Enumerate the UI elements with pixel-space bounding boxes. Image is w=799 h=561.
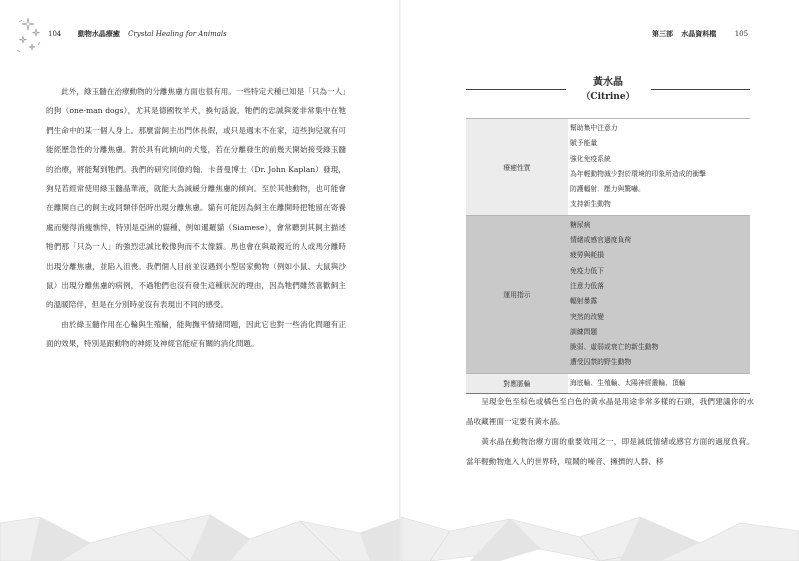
table-row-healing bbox=[466, 119, 750, 216]
list-item: 強化免疫系統 bbox=[570, 154, 611, 163]
row-values-indications bbox=[568, 215, 750, 373]
list-item: 脆弱、虛弱或衰亡的新生動物 bbox=[570, 343, 659, 352]
row-label-indications: 運用指示 bbox=[466, 215, 568, 373]
right-section-label: 第三部 bbox=[652, 30, 673, 38]
table-row-indications bbox=[466, 215, 750, 373]
list-item: 糖尿病 bbox=[570, 220, 591, 229]
row-values-healing bbox=[568, 119, 750, 216]
list-item: 防護輻射．壓力與驚嚇。 bbox=[570, 185, 645, 194]
left-paragraph-1: 此外，綠玉髓在治療動物的分離焦慮方面也很有用。一些特定犬種已知是「只為一人」的狗（one-man dogs），尤其是德國牧羊犬，換句話說，牠們的忠誠與愛非常集中在牠們生命中的某一個人身上。那麼當飼主出門休長假，或只是週末不在家，這些狗兒就有可能經歷急性的分離焦慮。對於具有此傾向的犬隻，若在分離發生的前幾天開始接受綠玉髓的治療，將能幫到牠們。我們的研究同僚約翰．卡普曼博士（Dr. John Kaplan）發現，狗兒若經常使用綠玉髓晶華液，就能大為減緩分離焦慮的傾向。至於其他動物，也可能會在離開自己的飼主或同類伴侶時出現分離焦慮。貓有可能因為飼主在離開時把牠留在寄養處而變得消瘦憔悴，特別是亞洲的貓種，例如暹羅貓（Siamese），會常聽到其飼主描述牠們那「只為一人」的強烈忠誠比較像狗而不太像貓。馬也會在與最親近的人或馬分離時出現分離焦慮，並陷入沮喪。我們個人目前並沒遇到小型居家動物（例如小鼠、大鼠與沙鼠）出現分離焦慮的病例，不過牠們也沒有發生這種狀況的理由，因為牠們雖然喜歡飼主的溫暖陪伴，但是在分別時並沒有表現出不同的感受。 bbox=[46, 87, 346, 310]
list-item: 賦予能量 bbox=[570, 139, 598, 148]
table-row-chakras bbox=[466, 373, 750, 393]
sparkle-stars-icon bbox=[14, 14, 44, 58]
right-body bbox=[466, 392, 754, 472]
list-item: 為年輕動物減少對於環境的印象所造成的衝擊 bbox=[570, 169, 706, 178]
crystal-name-en: （Citrine） bbox=[581, 92, 635, 102]
left-body bbox=[46, 82, 346, 354]
left-paragraph-2: 由於綠玉髓作用在心輪與生殖輪，能夠撫平情緒問題，因此它也對一些消化問題有正面的效果，特別是跟動物的神經及神經官能症有關的消化問題。 bbox=[46, 319, 346, 349]
right-page-number: 105 bbox=[734, 30, 749, 38]
row-label-chakras: 對應脈輪 bbox=[466, 373, 568, 393]
list-item: 訓練問題 bbox=[570, 327, 598, 336]
list-item: 遭受囚禁的野生動物 bbox=[570, 358, 632, 367]
crystal-name: 黃水晶 bbox=[593, 77, 623, 88]
list-item: 突然的改變 bbox=[570, 312, 604, 321]
list-item: 支持新生動物 bbox=[570, 200, 611, 209]
left-page-number: 104 bbox=[48, 30, 62, 38]
list-item: 免疫力低下 bbox=[570, 266, 604, 275]
crystal-properties-table bbox=[466, 118, 750, 394]
row-values-chakras bbox=[568, 373, 750, 393]
right-paragraph-1: 呈現金色至棕色或橘色至白色的黃水晶是用途非常多樣的石頭，我們建議你的水晶收藏裡面一定要有黃水晶。 bbox=[466, 397, 754, 426]
crystal-title bbox=[465, 76, 751, 104]
row-label-healing: 療癒性質 bbox=[466, 119, 568, 216]
left-running-header bbox=[48, 29, 227, 39]
right-paragraph-2: 黃水晶在動物治療方面的重要效用之一，即是減低情緒或感官方面的過度負荷。當年輕動物進入人的世界時，喧鬧的噪音、擁擠的人群、移 bbox=[466, 437, 754, 466]
left-running-title-en: Crystal Healing for Animals bbox=[128, 30, 227, 38]
list-item: 幫助集中注意力 bbox=[570, 124, 618, 132]
polygon-mountain-decoration bbox=[0, 513, 799, 561]
list-item: 海底輪、生殖輪、太陽神經叢輪、頂輪 bbox=[570, 378, 686, 387]
page-gutter bbox=[399, 0, 401, 561]
list-item: 情緒或感官過度負荷 bbox=[570, 236, 632, 245]
right-running-header bbox=[652, 29, 748, 39]
left-running-title: 動物水晶療癒 bbox=[77, 30, 120, 38]
list-item: 疲勞與耗損 bbox=[570, 251, 604, 260]
list-item: 輻射暴露 bbox=[570, 297, 598, 306]
list-item: 注意力低落 bbox=[570, 281, 604, 290]
right-section-title: 水晶資料檔 bbox=[681, 30, 717, 38]
